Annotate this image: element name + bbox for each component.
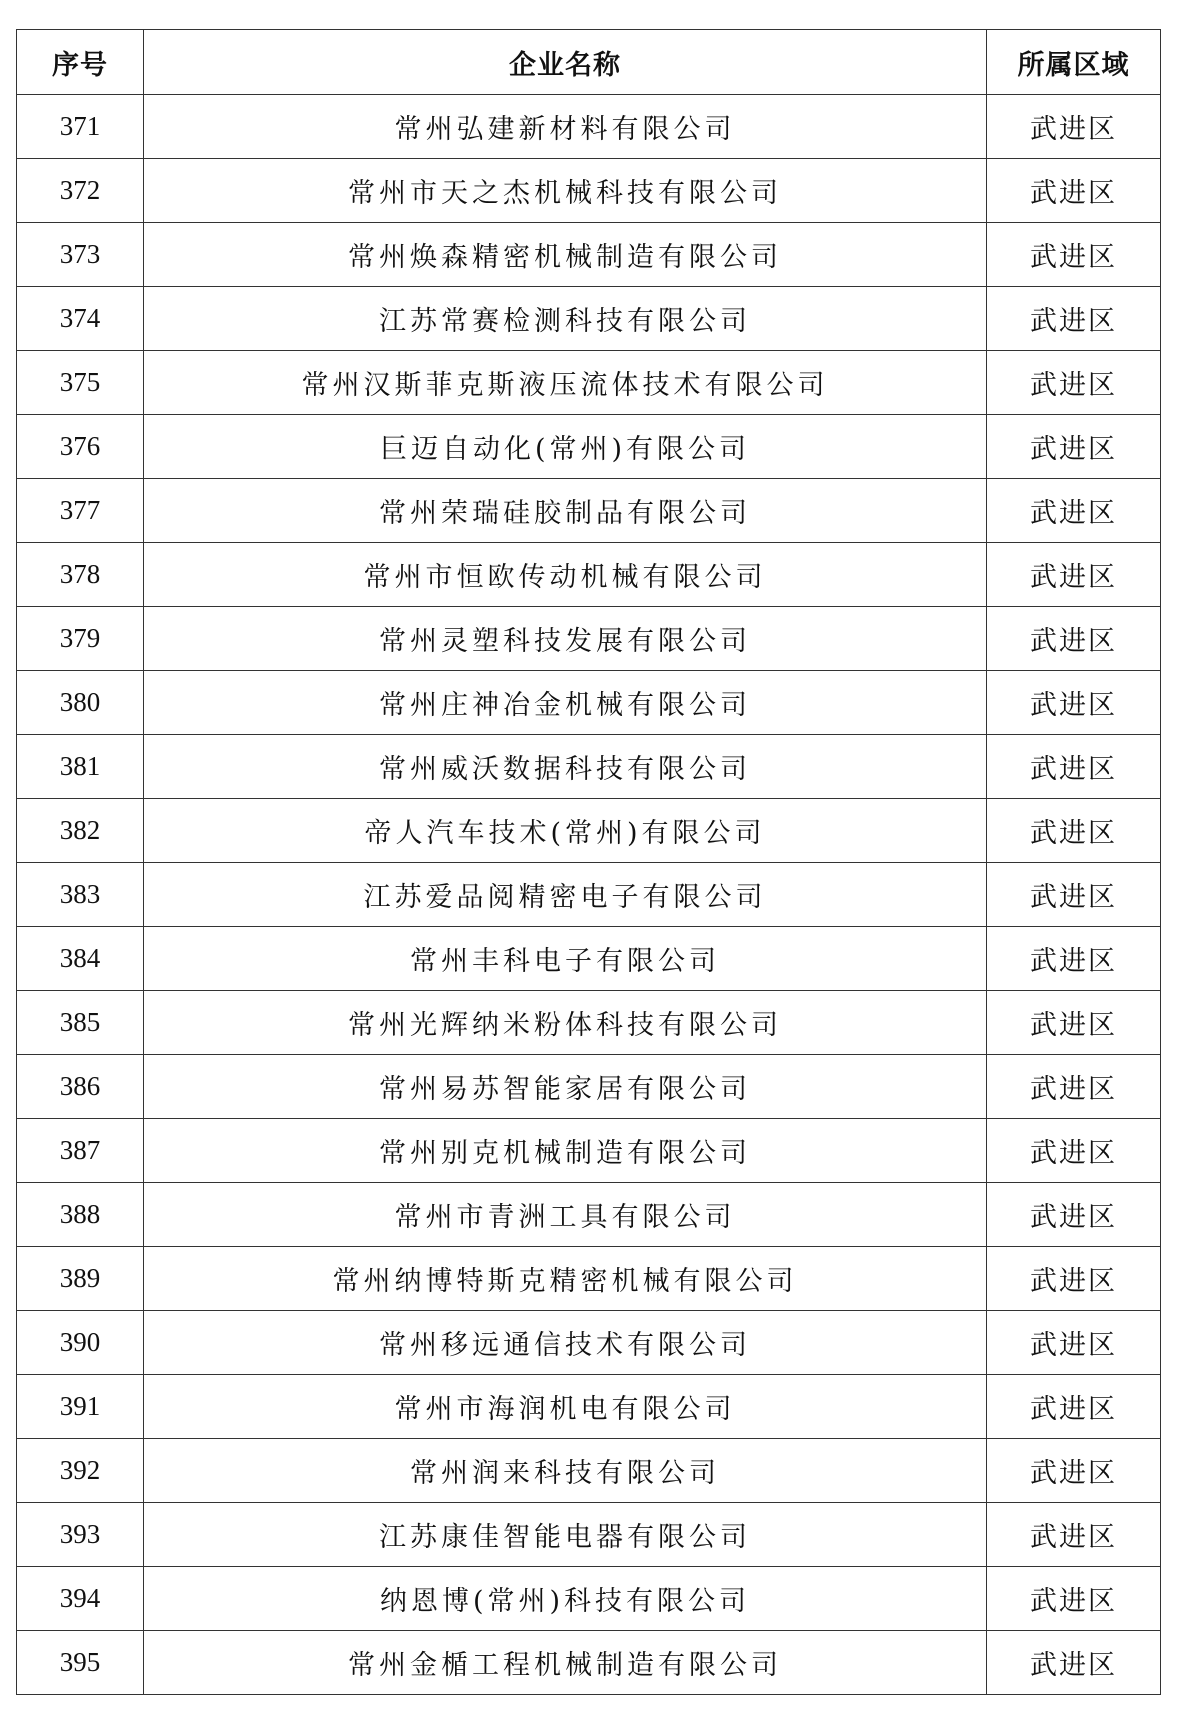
row-region: 武进区 xyxy=(987,223,1161,287)
row-index: 381 xyxy=(17,735,144,799)
row-region: 武进区 xyxy=(987,735,1161,799)
row-region: 武进区 xyxy=(987,1119,1161,1183)
row-company-name: 常州威沃数据科技有限公司 xyxy=(144,735,987,799)
table-row xyxy=(17,1631,1161,1695)
row-index: 377 xyxy=(17,479,144,543)
row-index: 392 xyxy=(17,1439,144,1503)
table-row xyxy=(17,351,1161,415)
row-index: 378 xyxy=(17,543,144,607)
row-region: 武进区 xyxy=(987,287,1161,351)
table-row xyxy=(17,1119,1161,1183)
row-company-name: 常州市恒欧传动机械有限公司 xyxy=(144,543,987,607)
table-row xyxy=(17,1567,1161,1631)
document-page xyxy=(16,29,1160,1695)
table-row xyxy=(17,1375,1161,1439)
row-region: 武进区 xyxy=(987,671,1161,735)
row-index: 371 xyxy=(17,95,144,159)
row-region: 武进区 xyxy=(987,991,1161,1055)
table-row xyxy=(17,159,1161,223)
row-region: 武进区 xyxy=(987,927,1161,991)
table-row xyxy=(17,1055,1161,1119)
table-body xyxy=(17,95,1161,1695)
row-region: 武进区 xyxy=(987,159,1161,223)
row-company-name: 江苏爱品阅精密电子有限公司 xyxy=(144,863,987,927)
row-region: 武进区 xyxy=(987,1247,1161,1311)
table-row xyxy=(17,543,1161,607)
row-index: 390 xyxy=(17,1311,144,1375)
company-list-table xyxy=(16,29,1161,1695)
row-region: 武进区 xyxy=(987,1439,1161,1503)
row-region: 武进区 xyxy=(987,1375,1161,1439)
header-company-name: 企业名称 xyxy=(144,30,987,95)
row-company-name: 常州纳博特斯克精密机械有限公司 xyxy=(144,1247,987,1311)
row-company-name: 常州荣瑞硅胶制品有限公司 xyxy=(144,479,987,543)
row-company-name: 常州丰科电子有限公司 xyxy=(144,927,987,991)
row-index: 386 xyxy=(17,1055,144,1119)
table-row xyxy=(17,607,1161,671)
row-company-name: 纳恩博(常州)科技有限公司 xyxy=(144,1567,987,1631)
row-index: 385 xyxy=(17,991,144,1055)
table-row xyxy=(17,1247,1161,1311)
row-index: 382 xyxy=(17,799,144,863)
row-index: 374 xyxy=(17,287,144,351)
row-company-name: 常州市海润机电有限公司 xyxy=(144,1375,987,1439)
row-region: 武进区 xyxy=(987,1311,1161,1375)
row-region: 武进区 xyxy=(987,95,1161,159)
row-company-name: 常州易苏智能家居有限公司 xyxy=(144,1055,987,1119)
row-company-name: 江苏常赛检测科技有限公司 xyxy=(144,287,987,351)
row-company-name: 常州汉斯菲克斯液压流体技术有限公司 xyxy=(144,351,987,415)
row-index: 388 xyxy=(17,1183,144,1247)
row-region: 武进区 xyxy=(987,607,1161,671)
table-row xyxy=(17,95,1161,159)
row-index: 376 xyxy=(17,415,144,479)
table-row xyxy=(17,1183,1161,1247)
row-company-name: 江苏康佳智能电器有限公司 xyxy=(144,1503,987,1567)
table-row xyxy=(17,287,1161,351)
row-company-name: 常州焕森精密机械制造有限公司 xyxy=(144,223,987,287)
row-company-name: 常州市青洲工具有限公司 xyxy=(144,1183,987,1247)
table-row xyxy=(17,1311,1161,1375)
row-company-name: 常州润来科技有限公司 xyxy=(144,1439,987,1503)
table-row xyxy=(17,927,1161,991)
row-company-name: 常州金楯工程机械制造有限公司 xyxy=(144,1631,987,1695)
row-index: 395 xyxy=(17,1631,144,1695)
table-row xyxy=(17,223,1161,287)
row-region: 武进区 xyxy=(987,1631,1161,1695)
row-company-name: 常州市天之杰机械科技有限公司 xyxy=(144,159,987,223)
row-region: 武进区 xyxy=(987,1567,1161,1631)
table-row xyxy=(17,863,1161,927)
row-index: 387 xyxy=(17,1119,144,1183)
table-row xyxy=(17,799,1161,863)
table-header xyxy=(17,30,1161,95)
row-company-name: 常州庄神冶金机械有限公司 xyxy=(144,671,987,735)
row-company-name: 常州灵塑科技发展有限公司 xyxy=(144,607,987,671)
row-index: 383 xyxy=(17,863,144,927)
table-row xyxy=(17,735,1161,799)
row-index: 394 xyxy=(17,1567,144,1631)
row-index: 373 xyxy=(17,223,144,287)
row-company-name: 帝人汽车技术(常州)有限公司 xyxy=(144,799,987,863)
row-index: 391 xyxy=(17,1375,144,1439)
row-index: 372 xyxy=(17,159,144,223)
table-row xyxy=(17,1439,1161,1503)
header-region: 所属区域 xyxy=(987,30,1161,95)
row-index: 379 xyxy=(17,607,144,671)
row-region: 武进区 xyxy=(987,415,1161,479)
row-region: 武进区 xyxy=(987,479,1161,543)
row-company-name: 常州弘建新材料有限公司 xyxy=(144,95,987,159)
table-row xyxy=(17,991,1161,1055)
row-company-name: 巨迈自动化(常州)有限公司 xyxy=(144,415,987,479)
row-company-name: 常州别克机械制造有限公司 xyxy=(144,1119,987,1183)
table-row xyxy=(17,671,1161,735)
row-region: 武进区 xyxy=(987,351,1161,415)
table-row xyxy=(17,479,1161,543)
row-region: 武进区 xyxy=(987,863,1161,927)
row-region: 武进区 xyxy=(987,799,1161,863)
table-row xyxy=(17,415,1161,479)
row-region: 武进区 xyxy=(987,543,1161,607)
row-region: 武进区 xyxy=(987,1055,1161,1119)
header-row xyxy=(17,30,1161,95)
row-region: 武进区 xyxy=(987,1503,1161,1567)
row-company-name: 常州移远通信技术有限公司 xyxy=(144,1311,987,1375)
row-index: 384 xyxy=(17,927,144,991)
row-index: 375 xyxy=(17,351,144,415)
table-row xyxy=(17,1503,1161,1567)
row-index: 393 xyxy=(17,1503,144,1567)
header-index: 序号 xyxy=(17,30,144,95)
row-region: 武进区 xyxy=(987,1183,1161,1247)
row-company-name: 常州光辉纳米粉体科技有限公司 xyxy=(144,991,987,1055)
row-index: 389 xyxy=(17,1247,144,1311)
row-index: 380 xyxy=(17,671,144,735)
